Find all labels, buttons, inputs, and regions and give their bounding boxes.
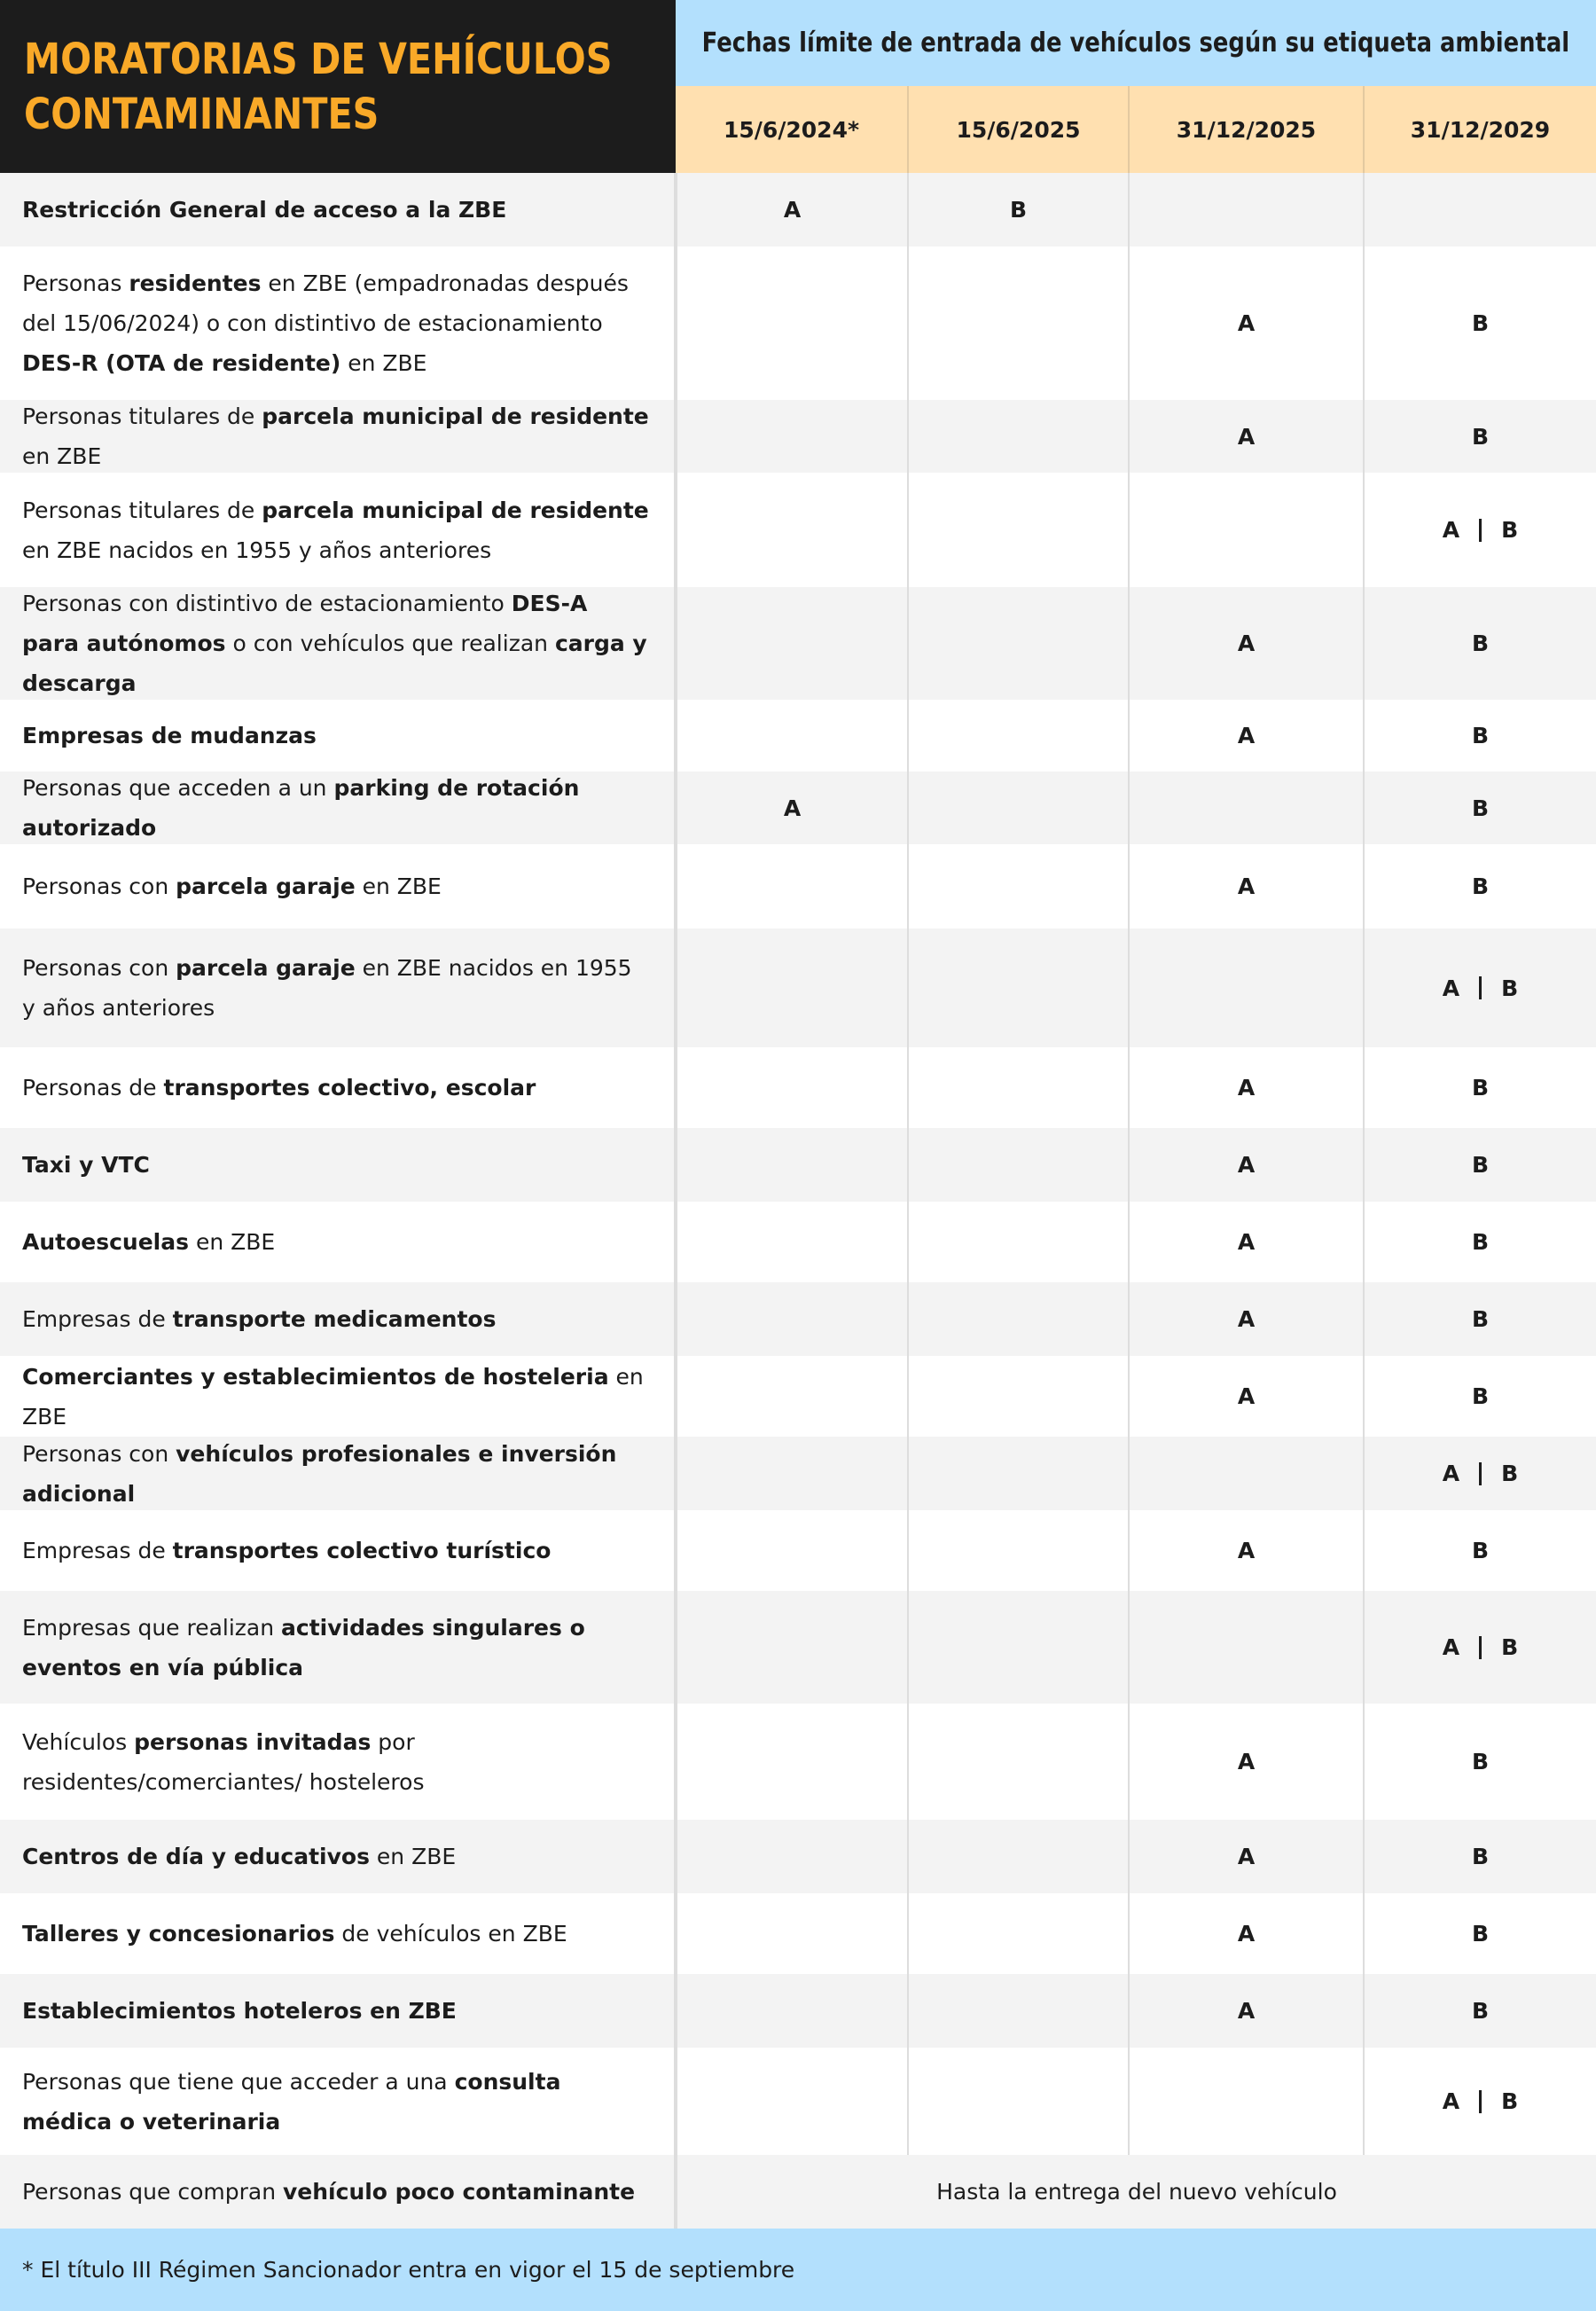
- label-bold-part: actividades singulares o eventos en vía pública: [22, 1614, 585, 1680]
- label-bold-part: Establecimientos hoteleros en ZBE: [22, 1998, 457, 2024]
- label-cell-date-3: A: [1128, 1356, 1363, 1437]
- label-part: en ZBE: [22, 443, 102, 469]
- label-part: Personas con: [22, 955, 176, 981]
- label-cell-date-3: A: [1128, 1202, 1363, 1282]
- table-row: [0, 1974, 1596, 2048]
- table-row: [0, 1820, 1596, 1893]
- table-row: [0, 400, 1596, 473]
- label-cell-date-1: [676, 400, 907, 473]
- label-cell-date-2: [907, 473, 1128, 587]
- footer-note-band: [0, 2229, 1596, 2311]
- row-label-text: [22, 1145, 150, 1185]
- label-bold-part: Taxi y VTC: [22, 1152, 150, 1178]
- label-part: Personas de: [22, 1075, 164, 1101]
- table-row: [0, 700, 1596, 772]
- label-part: Personas que tiene que acceder a una: [22, 2068, 455, 2095]
- label-a: A: [1442, 1461, 1460, 1486]
- row-label: [0, 1437, 676, 1510]
- label-cell-date-3: A: [1128, 1893, 1363, 1974]
- label-part: en ZBE (empadronadas después del 15/06/2024) o con distintivo de estacionamiento: [22, 270, 629, 336]
- label-bold-part: Talleres y concesionarios: [22, 1921, 335, 1947]
- merged-cell: Hasta la entrega del nuevo vehículo: [676, 2155, 1596, 2229]
- label-part: en ZBE: [189, 1229, 276, 1255]
- label-cell-date-1: [676, 1047, 907, 1128]
- label-cell-date-1: [676, 1128, 907, 1202]
- label-part: en ZBE: [340, 350, 427, 376]
- row-label-text: [22, 716, 317, 756]
- label-cell-date-4: [1363, 928, 1596, 1047]
- row-label: [0, 772, 676, 844]
- label-part: Empresas de: [22, 1538, 173, 1563]
- page-title: [24, 32, 613, 142]
- title-line-2: CONTAMINANTES: [24, 89, 379, 139]
- label-a: A: [1442, 1634, 1460, 1660]
- label-cell-date-4: B: [1363, 1893, 1596, 1974]
- row-label: [0, 2155, 676, 2229]
- label-cell-date-4: B: [1363, 1128, 1596, 1202]
- table-row: [0, 844, 1596, 928]
- label-pair: [1443, 975, 1518, 1001]
- label-cell-date-2: [907, 1356, 1128, 1437]
- row-label-text: [22, 396, 652, 476]
- row-label: [0, 400, 676, 473]
- table-row: [0, 1893, 1596, 1974]
- label-a: A: [1442, 2088, 1460, 2114]
- table-row: [0, 1704, 1596, 1820]
- label-bold-part: DES-A para autónomos: [22, 591, 588, 656]
- label-bold-part: DES-R (OTA de residente): [22, 350, 341, 376]
- label-cell-date-4: [1363, 1437, 1596, 1510]
- label-cell-date-4: B: [1363, 1047, 1596, 1128]
- label-part: en ZBE: [355, 873, 442, 899]
- label-cell-date-3: [1128, 473, 1363, 587]
- label-cell-date-2: [907, 1437, 1128, 1510]
- label-pair: [1443, 2088, 1518, 2114]
- date-columns: [676, 86, 1596, 173]
- label-a: A: [1442, 517, 1460, 543]
- table-row: [0, 1282, 1596, 1356]
- row-label-text: [22, 263, 652, 383]
- row-label-text: [22, 1222, 275, 1262]
- label-cell-date-1: [676, 844, 907, 928]
- label-cell-date-2: [907, 928, 1128, 1047]
- label-cell-date-3: A: [1128, 700, 1363, 772]
- label-part: Personas titulares de: [22, 403, 262, 429]
- label-cell-date-2: [907, 772, 1128, 844]
- label-cell-date-1: [676, 1202, 907, 1282]
- label-cell-date-1: A: [676, 173, 907, 247]
- label-cell-date-1: [676, 473, 907, 587]
- row-label: [0, 1704, 676, 1820]
- label-b: B: [1501, 1634, 1519, 1660]
- row-label-text: [22, 948, 652, 1028]
- label-part: en ZBE nacidos en 1955 y años anteriores: [22, 537, 492, 563]
- label-part: Personas que compran: [22, 2179, 283, 2205]
- title-block: [0, 0, 676, 173]
- row-label-text: [22, 2172, 635, 2212]
- label-cell-date-3: A: [1128, 587, 1363, 700]
- label-cell-date-4: B: [1363, 1820, 1596, 1893]
- row-label-text: [22, 1068, 536, 1108]
- table-row: [0, 1591, 1596, 1704]
- label-cell-date-3: A: [1128, 1704, 1363, 1820]
- label-bold-part: residentes: [129, 270, 262, 296]
- table-row: [0, 1437, 1596, 1510]
- label-part: por residentes/comerciantes/ hosteleros: [22, 1728, 425, 1795]
- title-line-1: MORATORIAS DE VEHÍCULOS: [24, 34, 613, 84]
- label-cell-date-3: A: [1128, 1510, 1363, 1591]
- label-cell-date-4: B: [1363, 400, 1596, 473]
- column-header-date-1: 15/6/2024*: [723, 116, 860, 143]
- label-cell-date-2: [907, 700, 1128, 772]
- row-label: [0, 1591, 676, 1704]
- label-cell-date-2: [907, 1282, 1128, 1356]
- row-label: [0, 1893, 676, 1974]
- column-header-date-2: 15/6/2025: [907, 86, 1128, 173]
- label-cell-date-1: [676, 2048, 907, 2155]
- label-pair: [1443, 1461, 1518, 1486]
- row-label: [0, 473, 676, 587]
- label-cell-date-1: [676, 247, 907, 400]
- label-bold-part: Restricción General de acceso a la ZBE: [22, 197, 507, 223]
- label-bold-part: Centros de día y educativos: [22, 1844, 370, 1869]
- label-cell-date-1: [676, 1282, 907, 1356]
- label-cell-date-1: A: [676, 772, 907, 844]
- label-part: Empresas de: [22, 1306, 173, 1332]
- label-bold-part: Autoescuelas: [22, 1229, 190, 1255]
- table-row: [0, 2048, 1596, 2155]
- footer-note: * El título III Régimen Sancionador entra en vigor el 15 de septiembre: [22, 2257, 795, 2283]
- label-cell-date-1: [676, 1974, 907, 2048]
- separator-bar: [1479, 976, 1482, 999]
- row-label: [0, 587, 676, 700]
- row-label-text: [22, 2062, 652, 2142]
- label-cell-date-3: A: [1128, 1820, 1363, 1893]
- label-cell-date-1: [676, 700, 907, 772]
- table-row: [0, 1047, 1596, 1128]
- row-label: [0, 1974, 676, 2048]
- label-cell-date-2: [907, 1202, 1128, 1282]
- label-bold-part: personas invitadas: [134, 1728, 372, 1755]
- row-label-text: [22, 1914, 567, 1954]
- label-part: o con vehículos que realizan: [225, 631, 555, 656]
- label-bold-part: parcela municipal de residente: [262, 403, 649, 429]
- row-label-text: [22, 866, 442, 906]
- label-pair: [1443, 1634, 1518, 1660]
- label-cell-date-3: [1128, 1591, 1363, 1704]
- label-cell-date-3: A: [1128, 1047, 1363, 1128]
- label-b: B: [1501, 517, 1519, 543]
- row-label-text: [22, 1722, 652, 1802]
- separator-bar: [1479, 1636, 1482, 1659]
- label-cell-date-2: B: [907, 173, 1128, 247]
- row-label: [0, 173, 676, 247]
- label-cell-date-3: A: [1128, 1282, 1363, 1356]
- label-cell-date-2: [907, 844, 1128, 928]
- column-header-date-3: 31/12/2025: [1128, 86, 1363, 173]
- row-label-text: [22, 490, 652, 570]
- row-label-text: [22, 190, 506, 230]
- table-row: [0, 587, 1596, 700]
- row-label: [0, 1047, 676, 1128]
- row-label: [0, 1356, 676, 1437]
- label-cell-date-1: [676, 587, 907, 700]
- label-cell-date-4: B: [1363, 247, 1596, 400]
- label-cell-date-2: [907, 1893, 1128, 1974]
- label-b: B: [1501, 975, 1519, 1001]
- label-part: Empresas que realizan: [22, 1614, 282, 1641]
- label-cell-date-3: [1128, 173, 1363, 247]
- label-cell-date-2: [907, 1128, 1128, 1202]
- label-cell-date-2: [907, 1820, 1128, 1893]
- separator-bar: [1479, 519, 1482, 542]
- row-label: [0, 1282, 676, 1356]
- row-label: [0, 2048, 676, 2155]
- label-a: A: [1442, 975, 1460, 1001]
- table-row: [0, 1356, 1596, 1437]
- label-bold-part: Comerciantes y establecimientos de hosteleria: [22, 1363, 609, 1390]
- label-cell-date-2: [907, 1510, 1128, 1591]
- label-cell-date-1: [676, 1356, 907, 1437]
- label-cell-date-1: [676, 1591, 907, 1704]
- label-cell-date-1: [676, 1893, 907, 1974]
- label-part: Vehículos: [22, 1728, 135, 1755]
- label-part: Personas titulares de: [22, 497, 262, 523]
- label-cell-date-1: [676, 928, 907, 1047]
- label-cell-date-1: [676, 1437, 907, 1510]
- row-label-text: [22, 584, 652, 703]
- row-label-text: [22, 1837, 456, 1876]
- label-cell-date-2: [907, 247, 1128, 400]
- label-bold-part: parcela garaje: [176, 873, 356, 899]
- label-cell-date-2: [907, 1704, 1128, 1820]
- label-bold-part: vehículo poco contaminante: [283, 2179, 636, 2205]
- label-bold-part: carga y descarga: [22, 631, 647, 696]
- label-bold-part: parcela garaje: [176, 955, 356, 981]
- label-bold-part: parking de rotación autorizado: [22, 775, 580, 841]
- table-row: [0, 928, 1596, 1047]
- date-header-group: [676, 0, 1596, 173]
- label-bold-part: transportes colectivo, escolar: [163, 1075, 536, 1101]
- label-cell-date-2: [907, 1974, 1128, 2048]
- label-cell-date-4: B: [1363, 700, 1596, 772]
- supertitle: Fechas límite de entrada de vehículos según su etiqueta ambiental: [701, 27, 1570, 59]
- row-label: [0, 844, 676, 928]
- row-label-text: [22, 1357, 652, 1437]
- label-cell-date-3: A: [1128, 1974, 1363, 2048]
- label-bold-part: parcela municipal de residente: [262, 497, 649, 523]
- label-bold-part: vehículos profesionales e inversión adicional: [22, 1440, 617, 1507]
- row-label: [0, 1510, 676, 1591]
- table-row: [0, 247, 1596, 400]
- label-cell-date-4: [1363, 473, 1596, 587]
- row-label-text: [22, 1434, 652, 1514]
- label-pair: [1443, 517, 1518, 543]
- label-cell-date-4: [1363, 2048, 1596, 2155]
- row-label: [0, 1202, 676, 1282]
- label-cell-date-1: [676, 1820, 907, 1893]
- row-label: [0, 700, 676, 772]
- label-cell-date-3: A: [1128, 247, 1363, 400]
- label-cell-date-2: [907, 1047, 1128, 1128]
- label-cell-date-3: [1128, 2048, 1363, 2155]
- row-label-text: [22, 768, 652, 848]
- separator-bar: [1479, 2090, 1482, 2113]
- label-cell-date-4: B: [1363, 844, 1596, 928]
- label-cell-date-4: B: [1363, 772, 1596, 844]
- label-cell-date-4: B: [1363, 1704, 1596, 1820]
- table-row: [0, 1510, 1596, 1591]
- row-label-text: [22, 1608, 652, 1688]
- label-part: en ZBE: [22, 1363, 644, 1430]
- label-part: en ZBE: [369, 1844, 457, 1869]
- label-b: B: [1501, 2088, 1519, 2114]
- label-b: B: [1501, 1461, 1519, 1486]
- label-part: en ZBE nacidos en 1955 y años anteriores: [22, 955, 632, 1021]
- label-cell-date-2: [907, 400, 1128, 473]
- row-label-text: [22, 1299, 496, 1339]
- label-cell-date-4: [1363, 173, 1596, 247]
- label-bold-part: consulta médica o veterinaria: [22, 2068, 561, 2135]
- label-cell-date-3: [1128, 772, 1363, 844]
- label-cell-date-3: A: [1128, 400, 1363, 473]
- table-row: [0, 473, 1596, 587]
- row-label: [0, 247, 676, 400]
- label-bold-part: transportes colectivo turístico: [172, 1538, 552, 1563]
- table-header: [0, 0, 1596, 173]
- label-cell-date-2: [907, 1591, 1128, 1704]
- label-bold-part: Empresas de mudanzas: [22, 723, 317, 748]
- label-cell-date-4: B: [1363, 1974, 1596, 2048]
- supertitle-band: [676, 0, 1596, 86]
- label-cell-date-4: B: [1363, 1282, 1596, 1356]
- label-cell-date-4: [1363, 1591, 1596, 1704]
- table-body: [0, 173, 1596, 2229]
- row-label-text: [22, 1531, 551, 1571]
- label-cell-date-3: A: [1128, 1128, 1363, 1202]
- label-bold-part: transporte medicamentos: [172, 1306, 497, 1332]
- label-part: Personas con distintivo de estacionamiento: [22, 591, 512, 616]
- table-row: [0, 173, 1596, 247]
- label-part: Personas: [22, 270, 129, 296]
- label-part: Personas con: [22, 873, 176, 899]
- label-cell-date-1: [676, 1704, 907, 1820]
- label-cell-date-2: [907, 587, 1128, 700]
- label-cell-date-3: [1128, 1437, 1363, 1510]
- table-row: [0, 1128, 1596, 1202]
- label-cell-date-4: B: [1363, 1356, 1596, 1437]
- row-label: [0, 928, 676, 1047]
- label-part: Personas que acceden a un: [22, 775, 334, 801]
- separator-bar: [1479, 1462, 1482, 1485]
- table-row: [0, 2155, 1596, 2229]
- label-cell-date-4: B: [1363, 1510, 1596, 1591]
- label-cell-date-3: [1128, 928, 1363, 1047]
- table-row: [0, 772, 1596, 844]
- label-part: de vehículos en ZBE: [334, 1921, 567, 1947]
- label-cell-date-2: [907, 2048, 1128, 2155]
- row-label: [0, 1820, 676, 1893]
- row-label: [0, 1128, 676, 1202]
- label-cell-date-3: A: [1128, 844, 1363, 928]
- label-cell-date-4: B: [1363, 587, 1596, 700]
- table-row: [0, 1202, 1596, 1282]
- column-header-date-4: 31/12/2029: [1363, 86, 1596, 173]
- label-cell-date-1: [676, 1510, 907, 1591]
- label-cell-date-4: B: [1363, 1202, 1596, 1282]
- row-label-text: [22, 1991, 457, 2031]
- label-part: Personas con: [22, 1440, 176, 1467]
